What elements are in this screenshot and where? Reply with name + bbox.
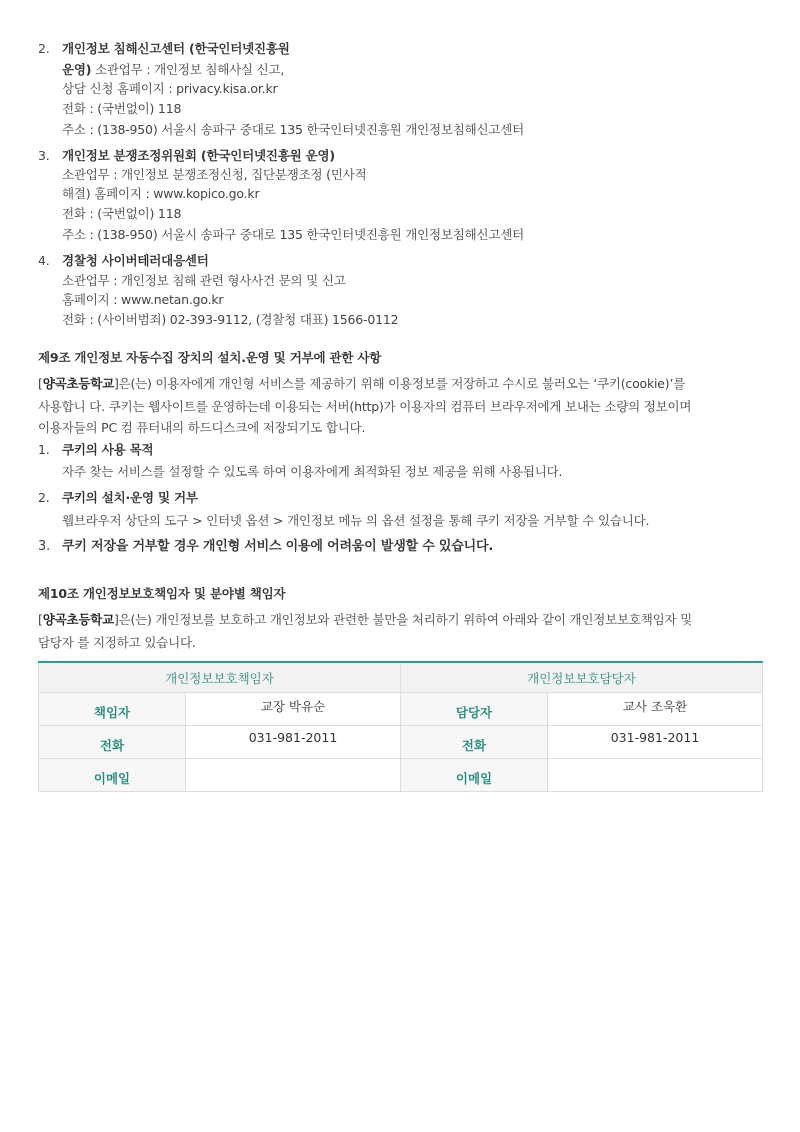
cookie-item bbox=[38, 490, 198, 506]
agency-title bbox=[38, 148, 335, 164]
article9-paragraph-line: 이용자들의 PC 컴 퓨터내의 하드디스크에 저장되기도 합니다. bbox=[38, 420, 366, 435]
table-row bbox=[39, 693, 763, 726]
cookie-item-desc: 웹브라우저 상단의 도구 > 인터넷 옵션 > 개인정보 메뉴 의 옵션 설정을 통해 쿠키 저장을 거부할 수 있습니다. bbox=[62, 513, 650, 528]
agency-line: 홈페이지 : www.netan.go.kr bbox=[62, 292, 224, 307]
agency-line: 전화 : (국번없이) 118 bbox=[62, 206, 182, 221]
agency-title bbox=[38, 253, 209, 269]
agency-line: 상담 신청 홈페이지 : privacy.kisa.or.kr bbox=[62, 81, 278, 96]
row-label: 담당자 bbox=[401, 693, 548, 726]
cookie-item-title: 쿠키 저장을 거부할 경우 개인형 서비스 이용에 어려움이 발생할 수 있습니다. bbox=[62, 539, 494, 554]
row-label: 이메일 bbox=[39, 759, 186, 792]
row-value: 031-981-2011 bbox=[548, 726, 763, 759]
table-row bbox=[39, 759, 763, 792]
paragraph-text: ]은(는) 이용자에게 개인형 서비스를 제공하기 위해 이용정보를 저장하고 수시로 불러오는 ‘쿠키(cookie)’를 bbox=[113, 376, 686, 391]
agency-name-cont: 운영) bbox=[62, 62, 92, 77]
row-label: 전화 bbox=[401, 726, 548, 759]
row-label: 이메일 bbox=[401, 759, 548, 792]
row-label: 책임자 bbox=[39, 693, 186, 726]
agency-line: 소관업무 : 개인정보 분쟁조정신청, 집단분쟁조정 (민사적 bbox=[62, 167, 367, 182]
school-name: 양곡초등학교 bbox=[42, 376, 114, 391]
agency-name: 경찰청 사이버테러대응센터 bbox=[62, 253, 209, 268]
agency-line: 주소 : (138-950) 서울시 송파구 중대로 135 한국인터넷진흥원 개인정보침해신고센터 bbox=[62, 227, 525, 242]
article10-paragraph: [양곡초등학교]은(는) 개인정보를 보호하고 개인정보와 관련한 불만을 처리하기 위하여 아래와 같이 개인정보보호책임자 및 bbox=[38, 612, 692, 627]
agency-title bbox=[38, 41, 290, 57]
article9-paragraph: [양곡초등학교]은(는) 이용자에게 개인형 서비스를 제공하기 위해 이용정보를 저장하고 수시로 불러오는 ‘쿠키(cookie)’를 bbox=[38, 376, 686, 391]
item-number: 3. bbox=[38, 539, 51, 554]
agency-name: 개인정보 침해신고센터 (한국인터넷진흥원 bbox=[62, 41, 290, 56]
cookie-item-title: 쿠키의 설치·운영 및 거부 bbox=[62, 490, 198, 505]
school-name: 양곡초등학교 bbox=[42, 612, 114, 627]
header-officer: 개인정보보호책임자 bbox=[39, 662, 401, 693]
agency-line: 전화 : (사이버범죄) 02-393-9112, (경찰청 대표) 1566-0112 bbox=[62, 312, 399, 327]
cookie-item bbox=[38, 539, 493, 555]
item-number: 3. bbox=[38, 148, 50, 163]
agency-line: 해결) 홈페이지 : www.kopico.go.kr bbox=[62, 186, 260, 201]
article9-paragraph-line: 사용합니 다. 쿠키는 웹사이트를 운영하는데 이용되는 서버(http)가 이용자의 컴퓨터 브라우저에게 보내는 소량의 정보이며 bbox=[38, 399, 692, 414]
agency-line bbox=[62, 62, 284, 78]
cookie-item bbox=[38, 442, 153, 458]
cookie-item-desc: 자주 찾는 서비스를 설정할 수 있도록 하여 이용자에게 최적화된 정보 제공을 위해 사용됩니다. bbox=[62, 464, 563, 479]
agency-line: 주소 : (138-950) 서울시 송파구 중대로 135 한국인터넷진흥원 개인정보침해신고센터 bbox=[62, 122, 525, 137]
header-manager: 개인정보보호담당자 bbox=[401, 662, 763, 693]
cookie-item-title: 쿠키의 사용 목적 bbox=[62, 442, 154, 457]
agency-line: 전화 : (국번없이) 118 bbox=[62, 101, 182, 116]
article10-paragraph-line: 담당자 를 지정하고 있습니다. bbox=[38, 635, 196, 650]
privacy-officer-table bbox=[38, 661, 763, 792]
row-value: 교사 조욱환 bbox=[548, 693, 763, 726]
row-label: 전화 bbox=[39, 726, 186, 759]
article9-title: 제9조 개인정보 자동수집 장치의 설치.운영 및 거부에 관한 사항 bbox=[38, 350, 382, 365]
agency-text: 소관업무 : 개인정보 침해사실 신고, bbox=[91, 62, 285, 77]
item-number: 2. bbox=[38, 490, 50, 505]
article10-title: 제10조 개인정보보호책임자 및 분야별 책임자 bbox=[38, 586, 286, 601]
item-number: 4. bbox=[38, 253, 50, 268]
row-value bbox=[186, 759, 401, 792]
table-header-row bbox=[39, 662, 763, 693]
item-number: 1. bbox=[38, 442, 50, 457]
row-value: 031-981-2011 bbox=[186, 726, 401, 759]
item-number: 2. bbox=[38, 41, 50, 56]
row-value bbox=[548, 759, 763, 792]
row-value: 교장 박유순 bbox=[186, 693, 401, 726]
agency-line: 소관업무 : 개인정보 침해 관련 형사사건 문의 및 신고 bbox=[62, 273, 346, 288]
paragraph-text: ]은(는) 개인정보를 보호하고 개인정보와 관련한 불만을 처리하기 위하여 아래와 같이 개인정보보호책임자 및 bbox=[113, 612, 692, 627]
agency-name: 개인정보 분쟁조정위원회 (한국인터넷진흥원 운영) bbox=[62, 148, 335, 163]
table-row bbox=[39, 726, 763, 759]
